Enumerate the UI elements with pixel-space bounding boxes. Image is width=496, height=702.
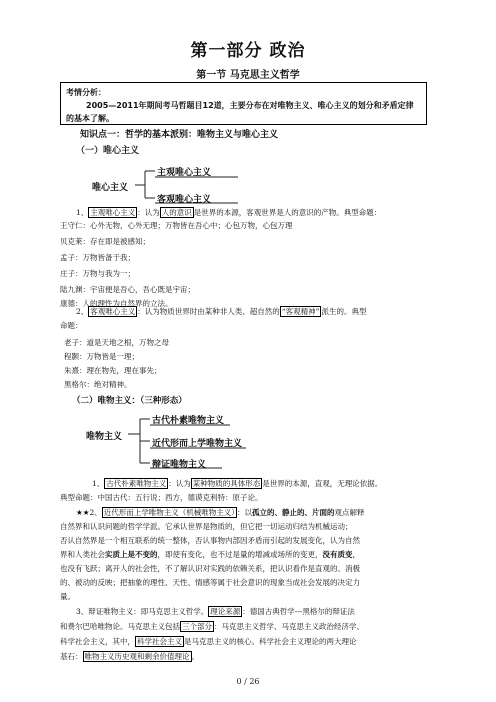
p4-rest: 观点解释 <box>334 508 365 517</box>
p4-num: ★★2、 <box>76 508 102 517</box>
p4-line1 <box>76 507 364 519</box>
quote-mencius: 孟子：万物皆备于我； <box>60 253 135 262</box>
diagram2-branch-modern: 近代形而上学唯物主义 <box>152 439 243 449</box>
p4-mid: ：以 <box>236 508 252 517</box>
diagram2-branch-ancient: 古代朴素唯物主义 <box>152 416 225 426</box>
p2-mid: ：认为物质世界时由某种非人类、超自然的 <box>137 307 280 316</box>
p5-l4a: 基石： <box>60 652 83 661</box>
p3-boxed: 某种物质的具体形态 <box>192 479 261 488</box>
quote-lujiuyuan: 陆九渊：宇宙便是吾心，吾心既是宇宙； <box>60 285 195 294</box>
p2-term: 客观唯心主义 <box>90 307 136 316</box>
p5-l3b: 科学社会主义 <box>137 637 182 646</box>
p5-line2 <box>60 621 364 633</box>
p4-line5: 也没有飞跃；离开人的社会性，不了解认识对实践的依赖关系，把认识看作是直观的、消极 <box>60 564 360 573</box>
p1-term: 主观唯心主义 <box>90 208 136 217</box>
section-title: 第一节 马克思主义哲学 <box>196 70 300 81</box>
quote-berkeley: 贝克莱：存在即是被感知； <box>60 237 150 246</box>
p5-l2c: ：马克思主义哲学、马克思主义政治经济学、 <box>214 622 364 631</box>
p2-boxed: “客观精神” <box>281 307 320 316</box>
p1-line <box>76 207 381 219</box>
p2-line <box>76 306 366 318</box>
p5-l2a: 和费尔巴哈唯物论。马克思主义包括 <box>60 622 180 631</box>
diagram2-branch-dialectical: 辩证唯物主义 <box>152 460 207 470</box>
diagram1-root: 唯心主义 <box>92 183 129 193</box>
materialism-heading: （二）唯物主义：（三种形态） <box>72 396 187 406</box>
p5-l4c: 。 <box>191 652 199 661</box>
p1-rest: 是世界的本源，客观世界是人的意识的产物。典型命题： <box>193 208 382 217</box>
p5-l1a: 3、辩证唯物主义：即马克思主义哲学。 <box>76 607 209 616</box>
diagram1-branch-objective: 客观唯心主义 <box>157 195 212 205</box>
diagram2-root: 唯物主义 <box>86 432 123 442</box>
quote-laozi: 老子：道是天地之根，万物之母 <box>64 338 169 347</box>
p4-bold1: 孤立的、静止的、片面的 <box>251 508 335 517</box>
p3-num: 1、 <box>92 479 105 488</box>
quote-chenghao: 程颢：万物皆是一理； <box>64 352 139 361</box>
p4-line2: 自然界和认识问题的哲学学派。它承认世界是物质的，但它把一切运动归结为机械运动； <box>60 522 353 531</box>
p3-line2: 典型命题：中国古代：五行说；西方，德谟克利特：原子论。 <box>60 493 263 502</box>
box-text: 2005—2011年期间考马哲题目12道，主要分布在对唯物主义、唯心主义的划分和矛盾定律的基本了解。 <box>66 101 414 123</box>
p2-num: 2、 <box>76 307 89 316</box>
p5-l2b: 三个部分 <box>182 622 212 631</box>
p4-line6: 的、被动的反映；把抽象的理性、天性、情感等属于社会意识的现象当成社会发展的决定力 <box>60 578 360 587</box>
p2-cont: 命题： <box>60 321 83 330</box>
p5-l3c: 是马克思主义的核心。科学社会主义理论的两大理论 <box>184 637 357 646</box>
idealism-heading: （一）唯心主义 <box>76 146 140 156</box>
diagram1-branch-subjective: 主观唯心主义 <box>157 168 212 178</box>
p4-l3d: 没有质变 <box>322 550 353 559</box>
p5-l3a: 科学社会主义，其中， <box>60 637 135 646</box>
quote-wang: 王守仁：心外无物，心外无理；万物皆在吾心中；心包万物，心包万理 <box>60 221 293 230</box>
knowledge-point-heading: 知识点一：哲学的基本派别：唯物主义与唯心主义 <box>80 130 279 140</box>
p3-term: 古代朴素唯物主义 <box>106 479 167 488</box>
quote-zhuxi: 朱熹：理在物先，理在事先； <box>64 366 162 375</box>
p3-line <box>92 478 382 490</box>
p4-term: 近代形而上学唯物主义（机械唯物主义） <box>103 508 235 517</box>
p5-l1c: ：德国古典哲学---黑格尔的辩证法 <box>242 607 355 616</box>
box-heading: 考情分析： <box>66 88 106 97</box>
p3-rest: 是世界的本源，直观，无理论依据。 <box>262 479 383 488</box>
p4-l3a: 界和人类社会 <box>60 550 105 559</box>
p1-boxed: 人的意识 <box>161 208 192 217</box>
p4-line7: 量。 <box>60 592 75 601</box>
p4-l3c: ，即使有变化，也不过是量的增减或场所的变更， <box>157 550 323 559</box>
p4-line3: 否认自然界是一个相互联系的统一整体，否认事物内部因矛盾而引起的发展变化，认为自然 <box>60 536 360 545</box>
p5-line4 <box>60 651 199 663</box>
page-title: 第一部分 政治 <box>190 41 306 61</box>
p4-l3b: 实质上是不变的 <box>105 550 158 559</box>
p5-line3 <box>60 636 357 648</box>
p1-mid: ：认为 <box>137 208 160 217</box>
quote-hegel: 黑格尔：绝对精神。 <box>64 380 132 389</box>
p3-mid: ：认为 <box>168 479 191 488</box>
p5-l4b: 唯物主义历史观和剩余价值理论 <box>84 652 190 661</box>
p4-l3e: ， <box>352 550 360 559</box>
p5-line1 <box>76 606 355 618</box>
quote-kant: 康德：人的理性为自然界的立法。 <box>60 299 173 308</box>
p5-l1b: 理论来源 <box>210 607 241 616</box>
p2-rest: 派生的。典型 <box>321 307 367 316</box>
p1-num: 1、 <box>76 208 89 217</box>
page-number: 0 / 26 <box>236 677 260 686</box>
quote-zhuangzi: 庄子：万物与我为一； <box>60 269 135 278</box>
p4-line4 <box>60 549 360 561</box>
